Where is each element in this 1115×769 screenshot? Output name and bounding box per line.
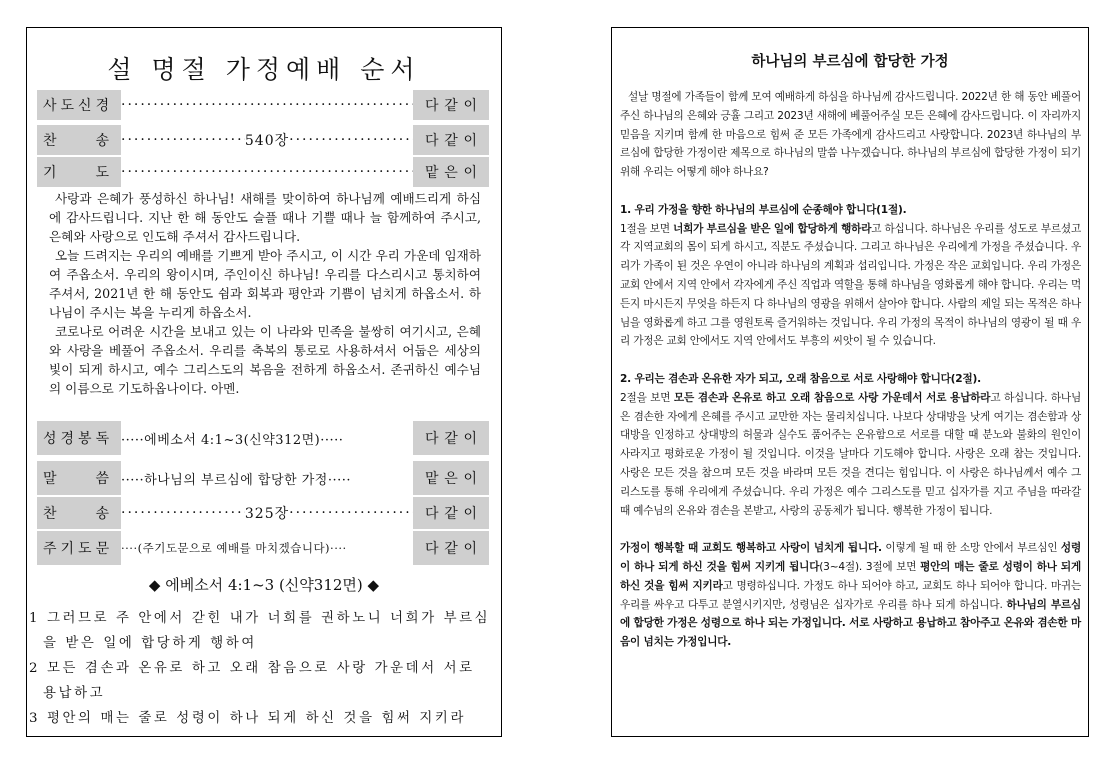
order-performer: 다 같 이 [413,497,489,529]
order-row-scripture-reading [37,421,489,455]
verse: 1 그러므로 주 안에서 갇힌 내가 너희를 권하노니 너희가 부르심을 받은 일에 합당하게 행하여 [29,611,491,651]
leader-dots [121,132,245,148]
leader-dots [121,97,413,113]
section-heading: 1. 우리 가정을 향한 하나님의 부르심에 순종해야 합니다(1절). [620,203,907,216]
prayer-paragraph: 코로나로 어려운 시간을 보내고 있는 이 나라와 민족을 불쌍히 여기시고, 은혜와 사랑을 베풀어 주옵소서. 우리를 축복의 통로로 사용하셔서 어둡은 세상의 빛이 되게 하시고, 예수 그리스도의 복음을 전하게 하옵소서. 존귀하신 예수님의 이름으로 기도하옵나이다. 아멘. [49,324,481,396]
scripture-title: ◆ 에베소서 4:1~3 (신약312면) ◆ [148,576,380,594]
leader-dots [121,164,413,180]
order-performer: 다 같 이 [413,421,489,455]
sermon-section-2: 2. 우리는 겸손과 온유한 자가 되고, 오래 참음으로 서로 사랑해야 합니다(2절). 2절을 보면 모든 겸손과 온유로 하고 오래 참음으로 사랑 가운데서 서로 용납하라고 하십니다. 하나님은 겸손한 자에게 은혜를 주시고 교만한 자는 물리치십니다. 나보다 상대방을 낫게 여기는 겸손함과 상대방을 인정하고 상대방의 허물과 실수도 품어주는 온유함으로 서로를 대할 때 분노와 불화의 원인이 사라지고 평화로운 가정이 될 것입니다. 이것을 날마다 기도해야 합니다. 사랑은 오래 참는 것입니다. 사랑은 모든 것을 참으며 모든 것을 바라며 모든 것을 견디는 힘입니다. 이 사랑은 하나님께서 예수 그리스도를 통해 우리에게 주셨습니다. 우리 가정은 예수 그리스도를 믿고 십자가를 지고 주님을 따라갈 때 예수님의 온유와 겸손을 본받고, 사랑의 공동체가 됩니다. 행복한 가정이 됩니다. [620,370,1081,520]
order-label: 기 도 [37,157,121,187]
order-label: 찬 송 [37,125,121,155]
order-detail: ·····에베소서 4:1~3(신약312면)····· [121,432,344,448]
order-row-lords-prayer [37,531,489,565]
order-detail: ····(주기도문으로 예배를 마치겠습니다)···· [121,541,347,555]
order-label: 성경봉독 [37,421,121,455]
order-performer: 다 같 이 [413,90,489,120]
order-detail: 540장 [244,133,290,149]
sermon-section-3: 가정이 행복할 때 교회도 행복하고 사랑이 넘치게 됩니다. 이렇게 될 때 한 소망 안에서 부르심인 성령이 하나 되게 하신 것을 힘써 지키게 됩니다(3~4절). 3절에 보면 평안의 매는 줄로 성령이 하나 되게 하신 것을 힘써 지키라고 명령하십니다. 가정도 하나 되어야 하고, 교회도 하나 되어야 합니다. 마귀는 우리를 싸우고 다투고 분열시키지만, 성령님은 십자가로 우리를 하나 되게 하십니다. 하나님의 부르심에 합당한 가정은 성령으로 하나 되는 가정입니다. 서로 사랑하고 용납하고 참아주고 온유와 겸손한 마음이 넘치는 가정입니다. [620,542,1081,649]
order-performer: 다 같 이 [413,125,489,155]
scripture-verses [29,606,495,731]
order-row-hymn [37,125,489,155]
section-heading: 2. 우리는 겸손과 온유한 자가 되고, 오래 참음으로 서로 사랑해야 합니다(2절). [620,372,981,385]
leader-dots [289,132,413,148]
order-label: 사도신경 [37,90,121,120]
sermon-page [611,27,1089,737]
sermon-body [620,88,1081,671]
order-row-hymn-2 [37,497,489,529]
order-detail: ·····하나님의 부르심에 합당한 가정····· [121,472,351,488]
order-detail: 325장 [244,506,290,522]
leader-dots [121,505,245,521]
order-performer: 맡 은 이 [413,157,489,187]
leader-dots [289,505,413,521]
sermon-section-1: 1. 우리 가정을 향한 하나님의 부르심에 순종해야 합니다(1절). 1절을 보면 너희가 부르심을 받은 일에 합당하게 행하라고 하십니다. 하나님은 우리를 성도로 부르셨고 각 지역교회의 몸이 되게 하시고, 직분도 주셨습니다. 그리고 하나님은 우리에게 가정을 주셨습니다. 우리가 가족이 된 것은 우연이 아니라 하나님의 계획과 섭리입니다. 가정은 작은 교회입니다. 우리 가정은 교회 안에서 지역 안에서 각자에게 주신 직업과 역할을 통해 하나님을 영화롭게 해야 합니다. 우리는 먹든지 마시든지 무엇을 하든지 다 하나님의 영광을 위해서 살아야 합니다. 사람의 제일 되는 목적은 하나님을 영화롭게 하고 그를 영원토록 즐거워하는 것입니다. 우리 가정의 목적이 하나님의 영광이 될 때 우리 가정은 교회 안에서도 지역 안에서도 부흥의 씨앗이 될 수 있습니다. [620,201,1081,351]
order-row-prayer [37,157,489,187]
prayer-paragraph: 사랑과 은혜가 풍성하신 하나님! 새해를 맞이하여 하나님께 예배드리게 하심에 감사드립니다. 지난 한 해 동안도 슬플 때나 기쁠 때나 늘 함께하여 주시고, 은혜와 사랑으로 인도해 주셔서 감사드립니다. [49,191,481,244]
order-performer: 다 같 이 [413,531,489,565]
verse: 3 평안의 매는 줄로 성령이 하나 되게 하신 것을 힘써 지키라 [29,711,466,726]
order-row-creed [37,90,489,120]
order-label: 찬 송 [37,497,121,529]
prayer-text [49,189,481,398]
order-performer: 맡 은 이 [413,461,489,495]
worship-order-page [26,27,502,737]
sermon-title: 하나님의 부르심에 합당한 가정 [751,53,949,70]
verse: 2 모든 겸손과 온유로 하고 오래 참음으로 사랑 가운데서 서로 용납하고 [29,661,475,701]
order-label: 주기도문 [37,531,121,565]
order-row-sermon [37,461,489,495]
prayer-paragraph: 오늘 드려지는 우리의 예배를 기쁘게 받아 주시고, 이 시간 우리 가운데 임재하여 주옵소서. 우리의 왕이시며, 주인이신 하나님! 우리를 다스리시고 통치하여 주셔서, 2021년 한 해 동안도 쉼과 회복과 평안과 기쁨이 넘치게 하옵소서. 하나님이 주시는 복을 누리게 하옵소서. [49,248,481,320]
sermon-intro: 설날 명절에 가족들이 함께 모여 예배하게 하심을 하나님께 감사드립니다. 2022년 한 해 동안 베풀어주신 하나님의 은혜와 긍휼 그리고 2023년 새해에 베풀어주실 모든 은혜에 감사드립니다. 이 자리까지 믿음을 지키며 함께 한 마음으로 힘써 준 모든 가족에게 감사드리고 사랑합니다. 2023년 하나님의 부르심에 합당한 가정이란 제목으로 하나님의 말씀 나누겠습니다. 하나님의 부르심에 합당한 가정이 되기 위해 우리는 어떻게 해야 하나요? [620,91,1081,179]
order-label: 말 씀 [37,461,121,495]
page-title: 설 명절 가정예배 순서 [107,55,421,84]
